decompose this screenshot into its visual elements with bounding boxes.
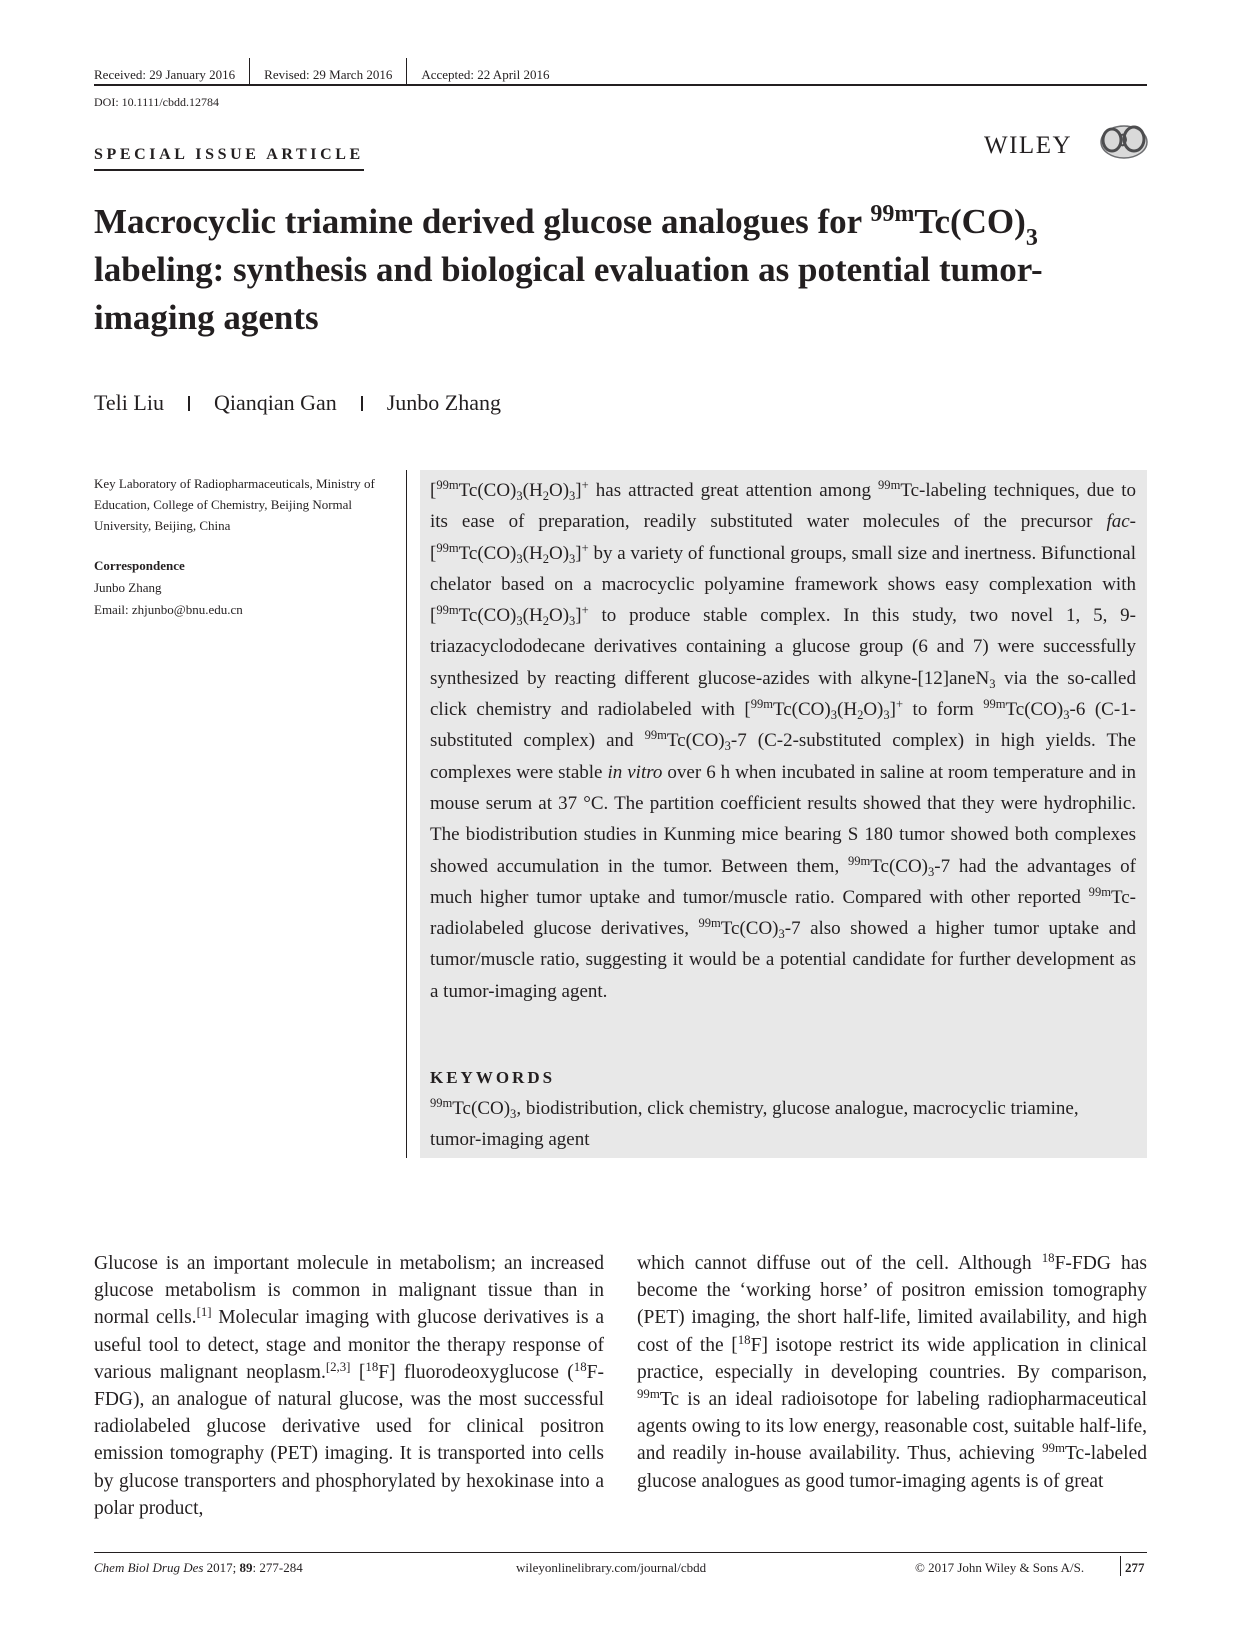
correspondence-heading: Correspondence — [94, 558, 185, 573]
body-column-left: Glucose is an important molecule in metabolism; an increased glucose metabolism is common in malignant tissue than in normal cells.[1] Molecular imaging with glucose derivatives is a useful tool to detect, stage and monitor the therapy response of various malignant neoplasm.[2,3] [$^{18}$F] fluorodeoxyglucose ($^{18}$F-FDG), an analogue of natural glucose, was the most successful radiolabeled glucose derivative used for clinical positron emission tomography (PET) imaging. It is transported into cells by glucose transporters and phosphorylated by hexokinase into a polar product, — [94, 1253, 604, 1519]
keywords-heading: KEYWORDS — [430, 1068, 556, 1087]
footer-url[interactable]: wileyonlinelibrary.com/journal/cbdd — [516, 1560, 707, 1575]
doi: DOI: 10.1111/cbdd.12784 — [94, 95, 219, 109]
footer-citation: Chem Biol Drug Des 2017; 89: 277-284 — [94, 1560, 303, 1575]
accepted-date: Accepted: 22 April 2016 — [421, 67, 550, 82]
received-date: Received: 29 January 2016 — [94, 67, 236, 82]
author-separator — [361, 396, 363, 411]
author-name: Teli Liu — [94, 390, 164, 415]
correspondence-name: Junbo Zhang — [94, 580, 162, 595]
header-rule — [94, 84, 1147, 86]
date-separator — [249, 58, 250, 84]
body-column-right: which cannot diffuse out of the cell. Although $^{18}$F-FDG has become the ‘working horse’ of positron emission tomography (PET) imaging, the short half-life, limited availability, and high cost of the [$^{18}$F] isotope restrict its wide application in clinical practice, especially in developing countries. By comparison, $^{99m}$Tc is an ideal radioisotope for labeling radiopharmaceutical agents owing to its low energy, reasonable cost, suitable half-life, and readily in-house availability. Thus, achieving $^{99m}$Tc-labeled glucose analogues as good tumor-imaging agents is of great — [637, 1250, 1148, 1492]
section-label: SPECIAL ISSUE ARTICLE — [94, 146, 364, 171]
column-divider — [406, 470, 407, 1158]
article-title: Macrocyclic triamine derived glucose analogues for $^{99m}Tc(CO)_3$ labeling: synthesis and biological evaluation as potential tumor-imaging agents — [94, 201, 1043, 337]
keywords: $^{99m}Tc(CO)_3$, biodistribution, click chemistry, glucose analogue, macrocyclic triamine, tumor-imaging agent — [430, 1096, 1079, 1150]
affiliation: Key Laboratory of Radiopharmaceuticals, Ministry of Education, College of Chemistry, Beijing Normal University, Beijing, China — [94, 476, 375, 533]
correspondence-email: Email: zhjunbo@bnu.edu.cn — [94, 602, 243, 617]
abstract: $[^{99m}Tc(CO)_3(H_2O)_3]^+$ has attracted great attention among $^{99m}$Tc-labeling techniques, due to its ease of preparation, readily substituted water molecules of the precursor fac-$[^{99m}Tc(CO)_3(H_2O)_3]^+$ by a variety of functional groups, small size and inertness. Bifunctional chelator based on a macrocyclic polyamine framework shows easy complexation with $[^{99m}Tc(CO)_3(H_2O)_3]^+$ to produce stable complex. In this study, two novel 1, 5, 9-triazacyclododecane derivatives containing a glucose group (6 and 7) were successfully synthesized by reacting different glucose-azides with alkyne-[12]aneN$_3$ via the so-called click chemistry and radiolabeled with $[^{99m}Tc(CO)_3(H_2O)_3]^+$ to form $^{99m}Tc(CO)_3-6$ (C-1-substituted complex) and $^{99m}Tc(CO)_3-7$ (C-2-substituted complex) in high yields. The complexes were stable in vitro over 6 h when incubated in saline at room temperature and in mouse serum at 37 °C. The partition coefficient results showed that they were hydrophilic. The biodistribution studies in Kunming mice bearing S 180 tumor showed both complexes showed accumulation in the tumor. Between them, $^{99m}Tc(CO)_3-7$ had the advantages of much higher tumor uptake and tumor/muscle ratio. Compared with other reported $^{99m}$Tc-radiolabeled glucose derivatives, $^{99m}Tc(CO)_3-7$ also showed a higher tumor uptake and tumor/muscle ratio, suggesting it would be a potential candidate for further development as a tumor-imaging agent. — [430, 478, 1137, 1002]
author-name: Qianqian Gan — [213, 390, 337, 415]
date-separator — [406, 58, 407, 84]
citation-ref[interactable]: [1] — [196, 1305, 212, 1320]
footer-separator — [1120, 1556, 1121, 1576]
author-separator — [188, 396, 190, 411]
author-list — [94, 390, 501, 416]
revised-date: Revised: 29 March 2016 — [264, 67, 393, 82]
footer-copyright: © 2017 John Wiley & Sons A/S. — [915, 1560, 1085, 1575]
footer-rule — [94, 1552, 1147, 1553]
citation-ref[interactable]: [2,3] — [325, 1359, 351, 1374]
publisher-logo: WILEY — [984, 132, 1073, 159]
journal-logo-icon — [1098, 122, 1150, 162]
author-name: Junbo Zhang — [386, 390, 502, 415]
page-number: 277 — [1125, 1560, 1145, 1575]
